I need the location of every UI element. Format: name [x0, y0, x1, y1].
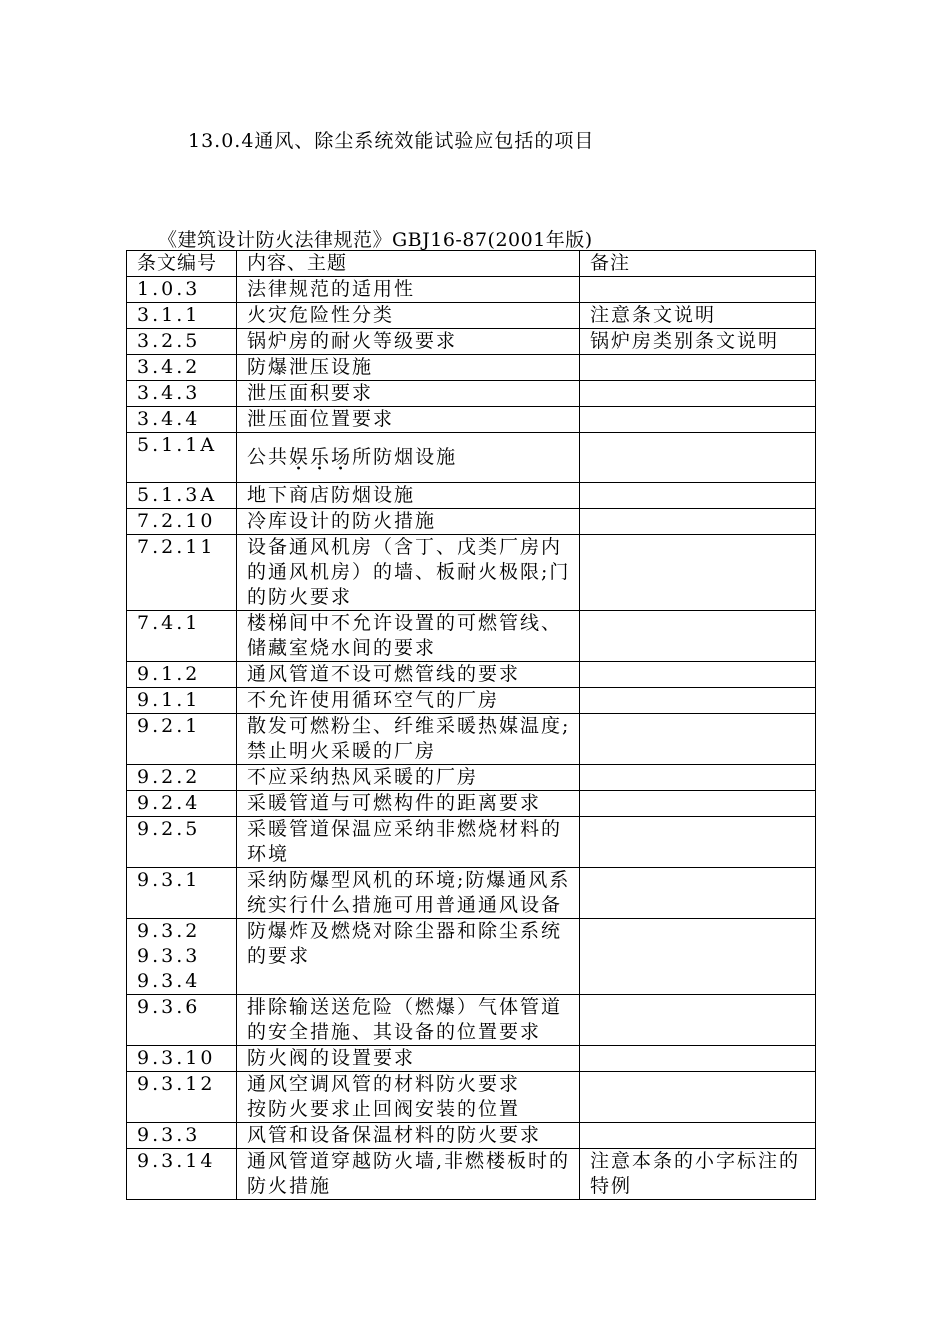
row-note	[580, 483, 816, 509]
row-content: 防爆炸及燃烧对除尘器和除尘系统的要求	[237, 919, 580, 995]
row-note	[580, 765, 816, 791]
row-code: 9.3.12	[127, 1072, 237, 1123]
row-code: 7.2.11	[127, 535, 237, 611]
table-row	[127, 688, 816, 714]
row-note	[580, 919, 816, 995]
row-note: 注意条文说明	[580, 303, 816, 329]
table-row	[127, 381, 816, 407]
row-code: 9.2.4	[127, 791, 237, 817]
row-note	[580, 995, 816, 1046]
row-code: 9.3.2 9.3.3 9.3.4	[127, 919, 237, 995]
row-content: 泄压面积要求	[237, 381, 580, 407]
emphasis-mark: 乐	[310, 446, 332, 468]
row-content: 通风空调风管的材料防火要求 按防火要求止回阀安装的位置	[237, 1072, 580, 1123]
table-row	[127, 714, 816, 765]
row-code: 9.1.1	[127, 688, 237, 714]
regulation-table	[126, 250, 816, 1200]
row-content: 冷库设计的防火措施	[237, 509, 580, 535]
table-row	[127, 433, 816, 483]
table-row	[127, 817, 816, 868]
table-row	[127, 509, 816, 535]
row-code: 3.1.1	[127, 303, 237, 329]
row-content: 设备通风机房（含丁、戊类厂房内的通风机房）的墙、板耐火极限;门的防火要求	[237, 535, 580, 611]
table-row	[127, 1123, 816, 1149]
row-content: 楼梯间中不允许设置的可燃管线、储藏室烧水间的要求	[237, 611, 580, 662]
header-content: 内容、主题	[237, 251, 580, 277]
row-note	[580, 535, 816, 611]
row-content: 采纳防爆型风机的环境;防爆通风系统实行什么措施可用普通通风设备	[237, 868, 580, 919]
row-content: 防火阀的设置要求	[237, 1046, 580, 1072]
row-code: 9.3.14	[127, 1149, 237, 1200]
table-row	[127, 407, 816, 433]
row-note	[580, 355, 816, 381]
content-text: 公共	[247, 446, 290, 468]
table-row	[127, 1072, 816, 1123]
row-note: 锅炉房类别条文说明	[580, 329, 816, 355]
table-row	[127, 1046, 816, 1072]
row-note	[580, 407, 816, 433]
table-row	[127, 995, 816, 1046]
section-heading: 13.0.4通风、除尘系统效能试验应包括的项目	[188, 130, 595, 152]
row-note	[580, 611, 816, 662]
row-code: 9.3.1	[127, 868, 237, 919]
table-row	[127, 277, 816, 303]
table-header-row	[127, 251, 816, 277]
table-row	[127, 611, 816, 662]
row-code: 3.4.4	[127, 407, 237, 433]
row-note	[580, 381, 816, 407]
row-note	[580, 1072, 816, 1123]
row-content: 泄压面位置要求	[237, 407, 580, 433]
table-row	[127, 791, 816, 817]
row-content: 通风管道不设可燃管线的要求	[237, 662, 580, 688]
row-code: 5.1.3A	[127, 483, 237, 509]
row-code: 9.3.6	[127, 995, 237, 1046]
row-code: 1.0.3	[127, 277, 237, 303]
row-note	[580, 433, 816, 483]
row-content: 采暖管道与可燃构件的距离要求	[237, 791, 580, 817]
row-content: 排除输送送危险（燃爆）气体管道的安全措施、其设备的位置要求	[237, 995, 580, 1046]
row-content: 采暖管道保温应采纳非燃烧材料的环境	[237, 817, 580, 868]
emphasis-mark: 娱	[289, 446, 311, 468]
row-note	[580, 1123, 816, 1149]
row-code: 3.2.5	[127, 329, 237, 355]
row-note: 注意本条的小字标注的特例	[580, 1149, 816, 1200]
table-row	[127, 868, 816, 919]
row-content: 火灾危险性分类	[237, 303, 580, 329]
table-row	[127, 303, 816, 329]
row-content	[237, 433, 580, 483]
row-content: 风管和设备保温材料的防火要求	[237, 1123, 580, 1149]
row-content: 锅炉房的耐火等级要求	[237, 329, 580, 355]
table-row	[127, 483, 816, 509]
row-code: 9.2.5	[127, 817, 237, 868]
header-code: 条文编号	[127, 251, 237, 277]
row-content: 散发可燃粉尘、纤维采暖热媒温度;禁止明火采暖的厂房	[237, 714, 580, 765]
row-code: 5.1.1A	[127, 433, 237, 483]
row-code: 9.2.1	[127, 714, 237, 765]
row-code: 3.4.3	[127, 381, 237, 407]
table-row	[127, 1149, 816, 1200]
row-content: 防爆泄压设施	[237, 355, 580, 381]
table-row	[127, 662, 816, 688]
row-code: 9.3.10	[127, 1046, 237, 1072]
row-code: 3.4.2	[127, 355, 237, 381]
row-note	[580, 277, 816, 303]
row-code: 7.2.10	[127, 509, 237, 535]
row-note	[580, 868, 816, 919]
row-content: 法律规范的适用性	[237, 277, 580, 303]
table-caption: 《建筑设计防火法律规范》GBJ16-87(2001年版)	[158, 229, 593, 251]
header-note: 备注	[580, 251, 816, 277]
row-note	[580, 662, 816, 688]
row-note	[580, 791, 816, 817]
table-row	[127, 535, 816, 611]
row-code: 9.2.2	[127, 765, 237, 791]
row-note	[580, 714, 816, 765]
row-content: 不应采纳热风采暖的厂房	[237, 765, 580, 791]
row-note	[580, 688, 816, 714]
table-row	[127, 919, 816, 995]
row-code: 9.1.2	[127, 662, 237, 688]
row-note	[580, 1046, 816, 1072]
row-code: 7.4.1	[127, 611, 237, 662]
row-content: 地下商店防烟设施	[237, 483, 580, 509]
table-row	[127, 355, 816, 381]
table-row	[127, 329, 816, 355]
emphasis-mark: 场	[331, 446, 353, 468]
row-content: 不允许使用循环空气的厂房	[237, 688, 580, 714]
content-text: 所防烟设施	[352, 446, 458, 468]
row-note	[580, 817, 816, 868]
row-code: 9.3.3	[127, 1123, 237, 1149]
row-note	[580, 509, 816, 535]
row-content: 通风管道穿越防火墙,非燃楼板时的防火措施	[237, 1149, 580, 1200]
table-row	[127, 765, 816, 791]
